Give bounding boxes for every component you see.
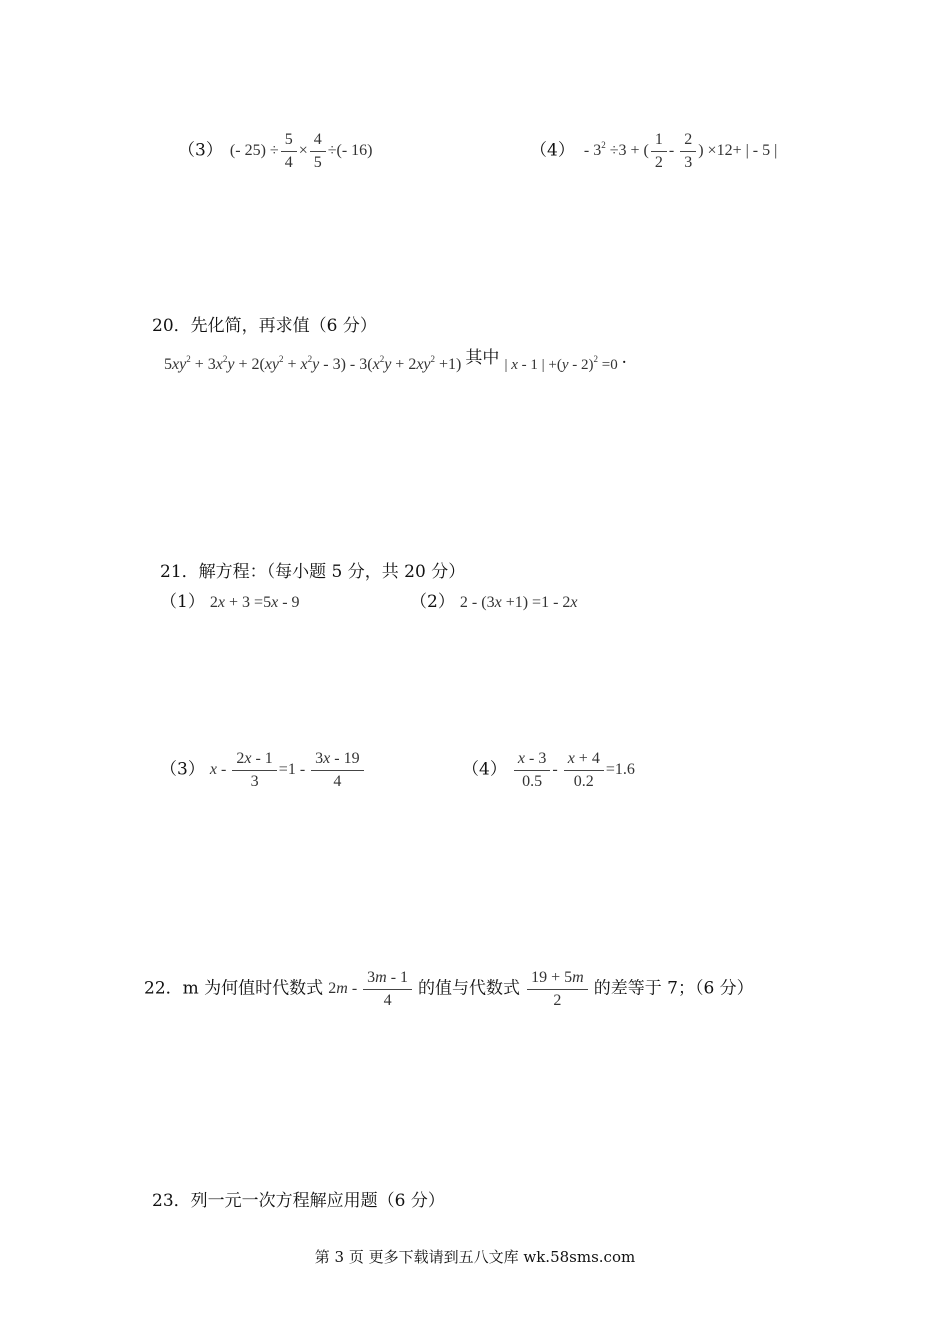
problem-20-expression xyxy=(164,343,627,373)
math-expression: $5xy^2 + 3x^2y + 2(xy^2 + x^2y - 3) - 3(x^2y + 2xy^2 +1)$ xyxy=(164,354,466,373)
problem-21-1 xyxy=(160,587,300,612)
problem-19-4 xyxy=(530,132,777,172)
where-text: 其中 xyxy=(465,348,500,368)
problem-20-heading: 20．先化简，再求值（6 分） xyxy=(152,316,377,336)
problem-22-middle: 的值与代数式 xyxy=(418,978,521,999)
math-expression: $\frac{x - 3}{0.5}$ - $\frac{x + 4}{0.2}$ =1.6 xyxy=(512,761,635,778)
problem-22-suffix: 的差等于 7；（6 分） xyxy=(593,978,754,999)
math-expression: x - $\frac{2x - 1}{3}$ =1 - $\frac{3x - 19}{4}$ xyxy=(210,761,366,778)
problem-22 xyxy=(144,970,754,1010)
problem-label: （1） xyxy=(160,592,205,612)
problem-label: （4） xyxy=(462,759,507,780)
problem-label: （3） xyxy=(160,759,205,780)
problem-label: （2） xyxy=(410,592,455,612)
problem-22-prefix: 22．m 为何值时代数式 xyxy=(144,978,324,999)
problem-21-3 xyxy=(160,751,366,791)
math-expression: 2 - (3x +1) =1 - 2x xyxy=(459,594,578,611)
math-expression-2: $\frac{19 + 5m}{2}$ xyxy=(525,980,594,997)
problem-21-heading: 21．解方程：（每小题 5 分，共 20 分） xyxy=(160,562,466,582)
problem-21-4 xyxy=(462,751,635,791)
period: . xyxy=(621,348,627,368)
page-footer: 第 3 页 更多下载请到五八文库 wk.58sms.com xyxy=(314,1248,636,1266)
math-expression: - $3^2 \div 3$ + ( $\frac{1}{2}$ - $\frac{2}{3}$ ) ×12+ | - 5 | xyxy=(583,131,778,171)
problem-label: （4） xyxy=(530,140,575,161)
condition-expression: | x - 1 | +(y - 2)$^2$ =0 xyxy=(504,354,622,373)
math-expression: (- 25) ÷ $\frac{5}{4}$ × $\frac{4}{5}$ ÷(- 16) xyxy=(229,131,373,171)
problem-label: （3） xyxy=(178,140,223,161)
problem-19-3 xyxy=(178,132,372,172)
math-expression-1: 2m - $\frac{3m - 1}{4}$ xyxy=(328,980,418,997)
problem-21-2 xyxy=(410,587,578,612)
problem-23-heading: 23．列一元一次方程解应用题（6 分） xyxy=(152,1191,445,1211)
math-expression: 2x + 3 =5x - 9 xyxy=(209,594,300,611)
